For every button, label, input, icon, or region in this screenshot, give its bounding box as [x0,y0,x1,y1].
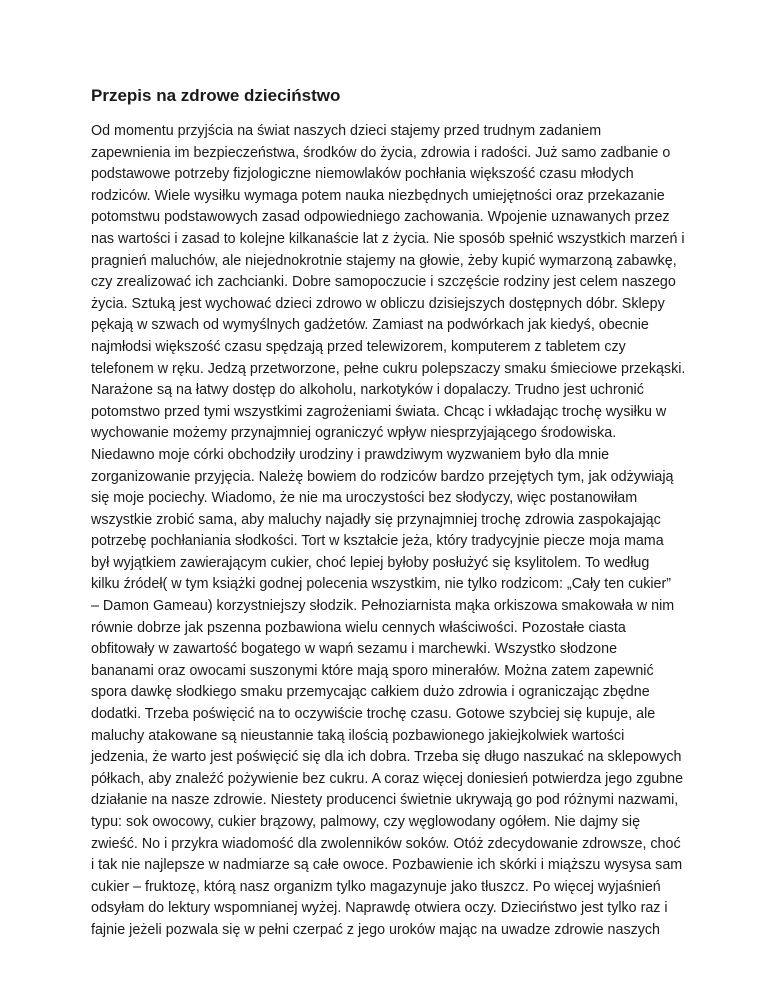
paragraph-line: Niedawno moje córki obchodziły urodziny i prawdziwym wyzwaniem było dla mnie [91,446,610,463]
paragraph-line: bananami oraz owocami suszonymi które mają sporo minerałów. Można zatem zapewnić [91,662,654,679]
paragraph-line: rodziców. Wiele wysiłku wymaga potem nauka niezbędnych umiejętności oraz przekazanie [91,187,665,204]
paragraph-line: zorganizowanie przyjęcia. Należę bowiem do rodziców bardzo przejętych tym, jak odżywiają [91,468,674,485]
paragraph-line: fajnie jeżeli pozwala się w pełni czerpać z jego uroków mając na uwadze zdrowie naszych [91,921,660,938]
paragraph-line: działanie na nasze zdrowie. Niestety producenci świetnie ukrywają go pod różnymi nazwami, [91,792,679,809]
paragraph-line: maluchy atakowane są nieustannie taką ilością pozbawionego jakiejkolwiek wartości [91,727,625,744]
paragraph-line: potrzebę pochłaniania słodkości. Tort w kształcie jeża, który tradycyjnie piecze moja mama [91,533,664,550]
paragraph-line: spora dawkę słodkiego smaku przemycając całkiem dużo zdrowia i ograniczając zbędne [91,684,650,701]
paragraph-line: wychowanie możemy przynajmniej ograniczyć wpływ niesprzyjającego środowiska. [91,425,617,442]
paragraph-line: nas wartości i zasad to kolejne kilkanaście lat z życia. Nie sposób spełnić wszystkich marzeń i [91,230,685,247]
paragraph-line: wszystkie zrobić sama, aby maluchy najadły się przynajmniej trochę zdrowia zaspokajając [91,511,661,528]
paragraph-line: cukier – fruktozę, którą nasz organizm tylko magazynuje jako tłuszcz. Po więcej wyjaśnień [91,878,661,895]
paragraph-line: dodatki. Trzeba poświęcić na to oczywiście trochę czasu. Gotowe szybciej się kupuje, ale [91,706,656,723]
paragraph-line: pękają w szwach od wymyślnych gadżetów. Zamiast na podwórkach jak kiedyś, obecnie [91,317,649,334]
paragraph-line: odsyłam do lektury wspomnianej wyżej. Naprawdę otwiera oczy. Dzieciństwo jest tylko raz i [91,900,668,917]
paragraph-line: Narażone są na łatwy dostęp do alkoholu, narkotyków i dopalaczy. Trudno jest uchronić [91,382,644,399]
paragraph-line: najmłodsi większość czasu spędzają przed telewizorem, komputerem z tabletem czy [91,338,626,355]
paragraph-line: był wyjątkiem zawierającym cukier, choć lepiej byłoby posłużyć się ksylitolem. To według [91,554,650,571]
paragraph-line: się moje pociechy. Wiadomo, że nie ma uroczystości bez słodyczy, więc postanowiłam [91,490,638,507]
paragraph-line: typu: sok owocowy, cukier brązowy, palmowy, czy węglowodany ogółem. Nie dajmy się [91,814,641,830]
paragraph-line: obfitowały w zawartość bogatego w wapń sezamu i marchewki. Wszystko słodzone [91,641,618,658]
document-title: Przepis na zdrowe dzieciństwo [91,86,341,105]
paragraph-line: pragnień maluchów, ale niejednokrotnie stajemy na głowie, żeby kupić wymarzoną zabawkę, [91,252,677,269]
document-body [91,121,711,942]
paragraph-line: równie dobrze jak pszenna pozbawiona wielu cennych właściwości. Pozostałe ciasta [91,619,626,636]
paragraph-line: półkach, aby znaleźć pożywienie bez cukru. A coraz więcej doniesień potwierdza jego zgubne [91,770,684,787]
paragraph-line: telefonem w ręku. Jedzą przetworzone, pełne cukru polepszaczy smaku śmieciowe przekąski. [91,360,686,377]
paragraph-line: Od momentu przyjścia na świat naszych dzieci stajemy przed trudnym zadaniem [91,123,602,139]
paragraph-line: kilku źródeł( w tym książki godnej polecenia wszystkim, nie tylko rodzicom: „Cały ten cukier” [91,576,672,593]
paragraph-line: życia. Sztuką jest wychować dzieci zdrowo w obliczu dzisiejszych dostępnych dóbr. Sklepy [91,295,665,312]
paragraph-line: podstawowe potrzeby fizjologiczne niemowlaków pochłania większość czasu młodych [91,166,634,183]
paragraph-line: potomstwo przed tymi wszystkimi zagrożeniami świata. Chcąc i wkładając trochę wysiłku w [91,403,667,420]
paragraph-line: czy zrealizować ich zachcianki. Dobre samopoczucie i szczęście rodziny jest celem naszego [91,274,676,291]
paragraph-line: zwieść. No i przykra wiadomość dla zwolenników soków. Otóż zdecydowanie zdrowsze, choć [91,835,681,852]
paragraph-line: zapewnienia im bezpieczeństwa, środków do życia, zdrowia i radości. Już samo zadbanie o [91,144,671,161]
paragraph-line: i tak nie najlepsze w nadmiarze są całe owoce. Pozbawienie ich skórki i miąższu wysysa sam [91,857,683,874]
paragraph-line: jedzenia, że warto jest poświęcić się dla ich dobra. Trzeba się długo naszukać na sklepowych [91,749,682,766]
paragraph-line: – Damon Gameau) korzystniejszy słodzik. Pełnoziarnista mąka orkiszowa smakowała w nim [91,598,675,615]
paragraph-line: potomstwu podstawowych zasad odpowiedniego zachowania. Wpojenie uznawanych przez [91,209,670,226]
